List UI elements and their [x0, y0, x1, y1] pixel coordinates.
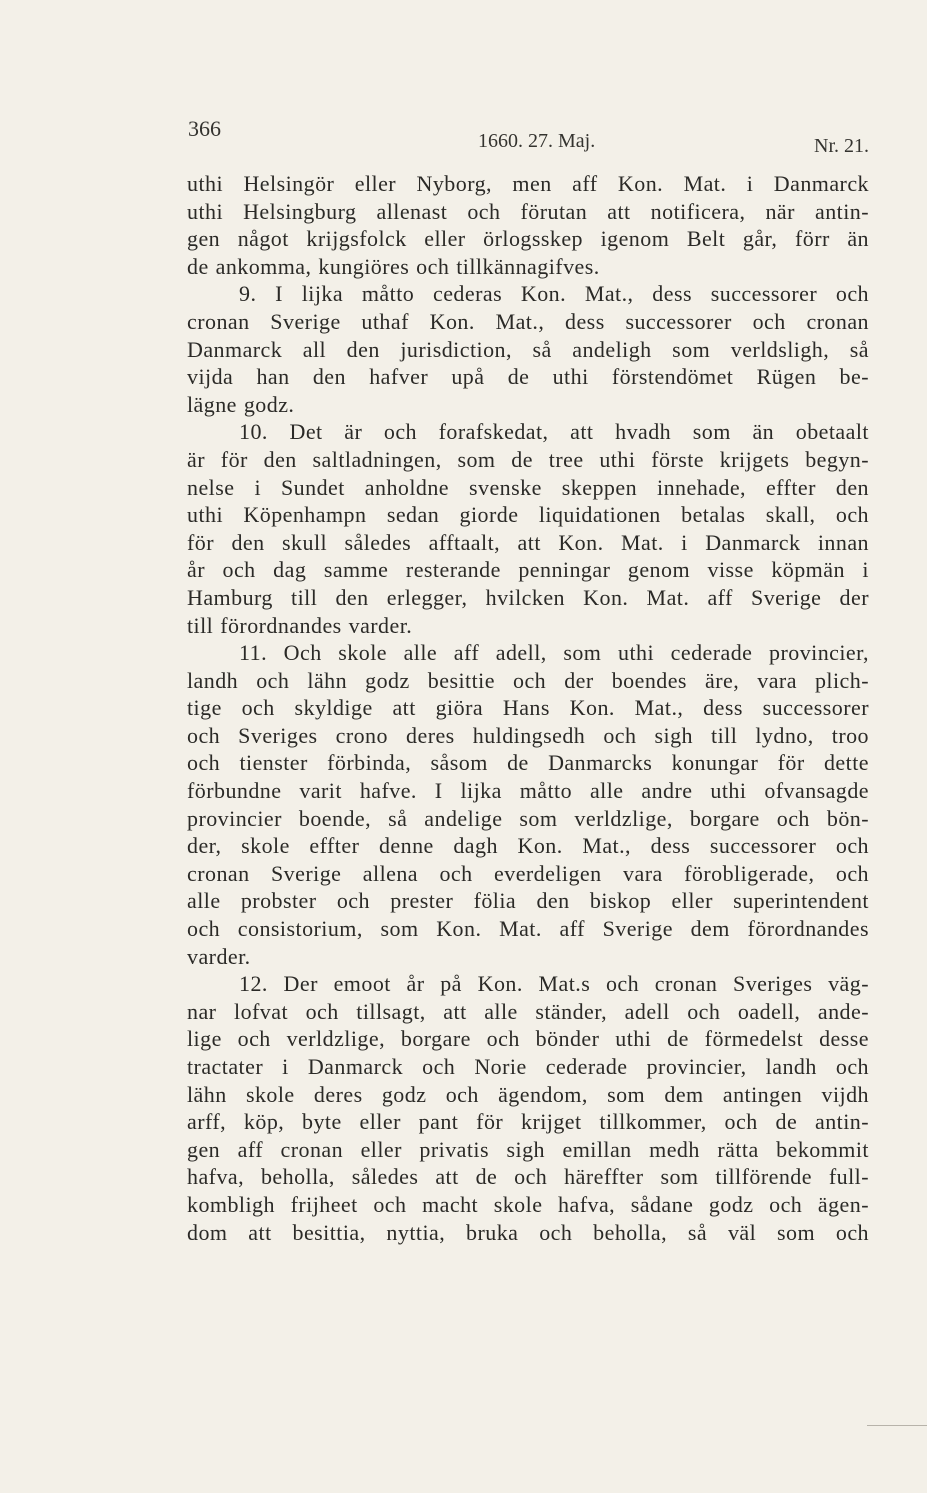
- text-line: alle probster och prester fölia den biskop eller superintendent: [187, 888, 869, 914]
- text-line: nelse i Sundet anholdne svenske skeppen innehade, effter den: [187, 474, 869, 500]
- text-line: och consistorium, som Kon. Mat. aff Sverige dem förordnandes: [187, 916, 869, 942]
- paragraph-9-start: 9. I lijka måtto cederas Kon. Mat., dess successorer och: [239, 281, 869, 307]
- text-line: tige och skyldige att giöra Hans Kon. Mat., dess successorer: [187, 695, 869, 721]
- text-line: och tienster förbinda, såsom de Danmarcks konungar för dette: [187, 750, 869, 776]
- text-line: uthi Köpenhampn sedan giorde liquidationen betalas skall, och: [187, 502, 869, 528]
- text-line: gen aff cronan eller privatis sigh emillan medh rätta bekommit: [187, 1136, 869, 1162]
- text-line: dom att besittia, nyttia, bruka och beholla, så väl som och: [187, 1219, 869, 1245]
- text-line: vijda han den hafver upå de uthi förstendömet Rügen be-: [187, 364, 869, 390]
- text-line: till förordnandes varder.: [187, 612, 413, 638]
- text-line: nar lofvat och tillsagt, att alle ständer, adell och oadell, ande-: [187, 998, 869, 1024]
- text-line: provincier boende, så andelige som verldzlige, borgare och bön-: [187, 805, 869, 831]
- body-text: [187, 170, 869, 1246]
- text-line: kombligh frijheet och macht skole hafva, sådane godz och ägen-: [187, 1191, 869, 1217]
- text-line: arff, köp, byte eller pant för krijget tillkommer, och de antin-: [187, 1109, 869, 1135]
- text-line: de ankomma, kungiöres och tillkännagifves.: [187, 253, 600, 279]
- text-line: Hamburg till den erlegger, hvilcken Kon. Mat. aff Sverige der: [187, 584, 869, 610]
- text-line: hafva, beholla, således att de och häreffter som tillförende full-: [187, 1164, 869, 1190]
- text-line: gen något krijgsfolck eller örlogsskep igenom Belt går, förr än: [187, 226, 869, 252]
- text-line: lähn skole deres godz och ägendom, som dem antingen vijdh: [187, 1081, 869, 1107]
- paragraph-11-start: 11. Och skole alle aff adell, som uthi cederade provincier,: [239, 640, 869, 666]
- text-line: år och dag samme resterande penningar genom visse köpmän i: [187, 557, 869, 583]
- text-line: är för den saltladningen, som de tree uthi förste krijgets begyn-: [187, 446, 869, 472]
- text-line: för den skull således afftaalt, att Kon. Mat. i Danmarck innan: [187, 529, 869, 555]
- text-line: der, skole effter denne dagh Kon. Mat., dess successorer och: [187, 833, 869, 859]
- text-line: lige och verldzlige, borgare och bönder uthi de förmedelst desse: [187, 1026, 869, 1052]
- text-line: landh och lähn godz besittie och der boendes äre, vara plich-: [187, 667, 869, 693]
- text-line: cronan Sverige uthaf Kon. Mat., dess successorer och cronan: [187, 308, 869, 334]
- text-line: uthi Helsingör eller Nyborg, men aff Kon. Mat. i Danmarck: [187, 171, 869, 196]
- paragraph-10-start: 10. Det är och forafskedat, att hvadh som än obetaalt: [239, 419, 869, 445]
- paragraph-12-start: 12. Der emoot år på Kon. Mat.s och cronan Sveriges väg-: [239, 971, 869, 997]
- text-line: Danmarck all den jurisdiction, så andeligh som verldsligh, så: [187, 336, 869, 362]
- running-header-date: 1660. 27. Maj.: [478, 130, 596, 152]
- text-line: cronan Sverige allena och everdeligen vara förobligerade, och: [187, 860, 869, 886]
- text-line: tractater i Danmarck och Norie cederade provincier, landh och: [187, 1054, 869, 1079]
- text-line: förbundne varit hafve. I lijka måtto alle andre uthi ofvansagde: [187, 778, 869, 804]
- text-line: uthi Helsingburg allenast och förutan att notificera, när antin-: [187, 198, 869, 224]
- text-line: varder.: [187, 943, 251, 969]
- document-number: Nr. 21.: [814, 135, 869, 157]
- text-line: och Sveriges crono deres huldingsedh och sigh till lydno, troo: [187, 722, 869, 748]
- page-number: 366: [188, 116, 221, 141]
- scan-edge-mark: [867, 1425, 927, 1426]
- text-line: lägne godz.: [187, 391, 295, 417]
